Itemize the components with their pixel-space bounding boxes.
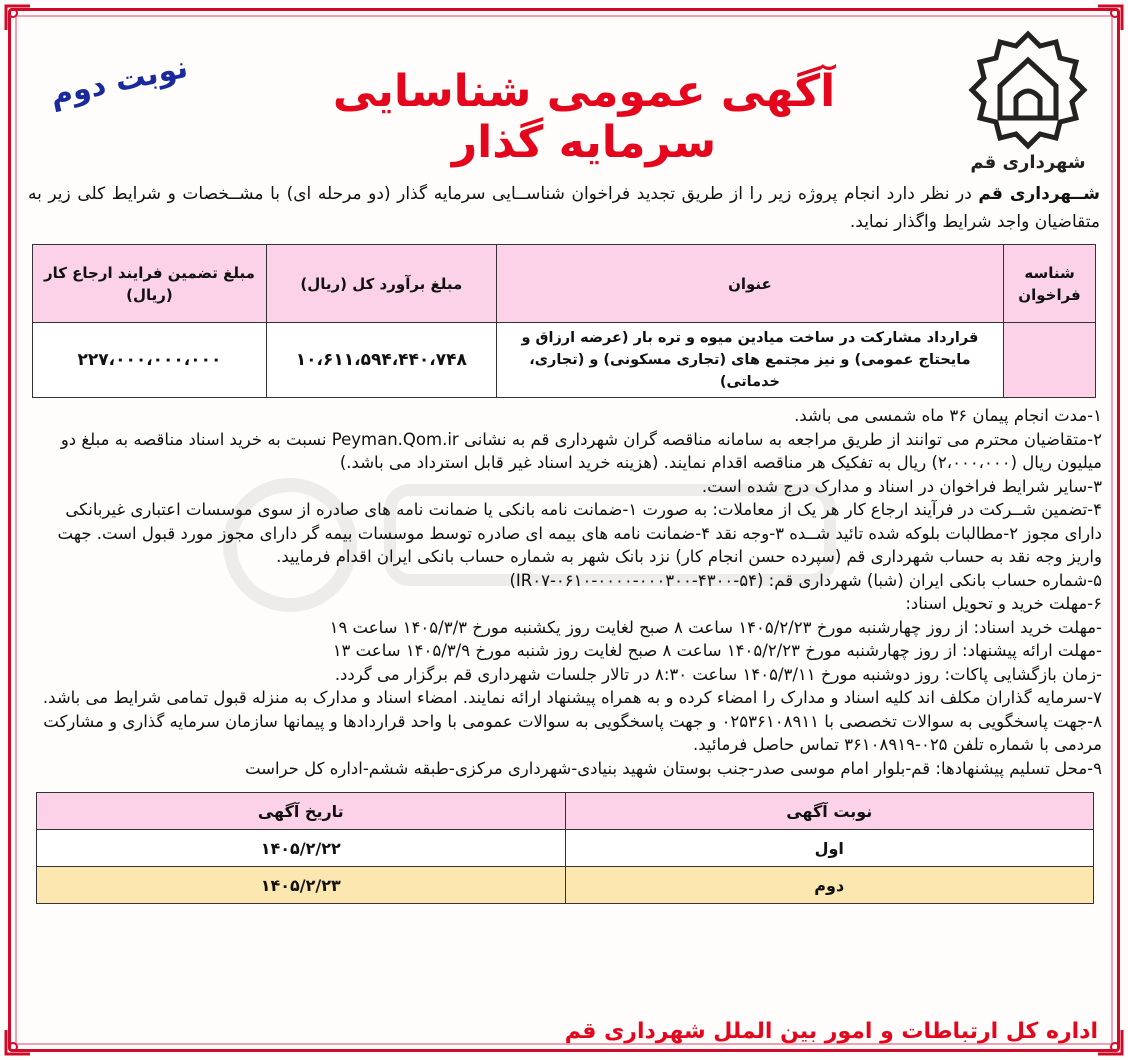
table-row [37, 867, 1094, 904]
cell-id [1004, 323, 1096, 398]
cell-round: اول [565, 830, 1094, 867]
list-item: ۷-سرمایه گذاران مکلف اند کلیه اسناد و مدارک را امضاء کرده و به همراه پیشنهاد ارائه نمایند. امضاء اسناد و مدارک به منزله قبول تمامی شرایط می باشد. [42, 688, 1102, 707]
list-item: ۶-مهلت خرید و تحویل اسناد: [905, 594, 1102, 613]
intro-text: در نظر دارد انجام پروژه زیر را از طریق تجدید فراخوان شناســایی سرمایه گذار (دو مرحله ای) با مشــخصات و شرایط کلی زیر به متقاضیان واجد شرایط واگذار نماید. [28, 184, 1100, 232]
list-item: -زمان بازگشایی پاکات: روز دوشنبه مورخ ۱۴۰۵/۳/۱۱ ساعت ۸:۳۰ در تالار جلسات شهرداری قم برگزار می گردد. [334, 664, 1102, 684]
notice-content [24, 22, 1104, 1042]
table-row [33, 323, 1096, 398]
header-round: نوبت آگهی [565, 793, 1094, 830]
schedule-header-row [37, 793, 1094, 830]
header-subject: عنوان [496, 245, 1003, 323]
footer-signature: اداره کل ارتباطات و امور بین الملل شهرداری قم [564, 1019, 1098, 1044]
header-date: تاریخ آگهی [37, 793, 566, 830]
conditions-list [24, 404, 1104, 780]
cell-round: دوم [565, 867, 1094, 904]
page-title: آگهی عمومی شناسایی سرمایه گذار [332, 66, 836, 168]
tender-table [32, 244, 1096, 398]
logo-caption: شهرداری قم [970, 152, 1086, 173]
header-estimate: مبلغ برآورد کل (ریال) [266, 245, 496, 323]
cell-estimate: ۱۰،۶۱۱،۵۹۴،۴۴۰،۷۴۸ [266, 323, 496, 398]
list-item: ۵-شماره حساب بانکی ایران (شبا) شهرداری قم: (IR۰۷-۰۶۱۰-۰۰۰۰-۰۰۰۳۰۰-۴۳۰۰-۵۴) [509, 570, 1102, 590]
list-item: ۸-جهت پاسخگویی به سوالات تخصصی با ۰۲۵۳۶۱۰۸۹۱۱ و جهت پاسخگویی به سوالات عمومی با واحد قراردادها و پیمانها سازمان سرمایه گذاری و مشارکت مردمی با شماره تلفن ۰۲۵-۳۶۱۰۸۹۱۹ تماس حاصل فرمائید. [43, 711, 1102, 754]
cell-date: ۱۴۰۵/۲/۲۲ [37, 830, 566, 867]
header-guarantee: مبلغ تضمین فرایند ارجاع کار (ریال) [33, 245, 267, 323]
tender-header-row [33, 245, 1096, 323]
list-item: ۳-سایر شرایط فراخوان در اسناد و مدارک درج شده است. [701, 476, 1102, 496]
list-item: ۲-متقاضیان محترم می توانند از طریق مراجعه به سامانه مناقصه گران شهرداری قم به نشانی Peyman.Qom.ir نسبت به خرید اسناد مناقصه به مبلغ دو میلیون ریال (۲،۰۰۰،۰۰۰) ریال به تفکیک هر مناقصه اقدام نمایند. (هزینه خرید اسناد غیر قابل استرداد می باشد.) [60, 429, 1102, 472]
list-item: ۹-محل تسلیم پیشنهادها: قم-بلوار امام موسی صدر-جنب بوستان شهید بنیادی-شهرداری مرکزی-طبقه ششم-اداره کل حراست [244, 758, 1102, 778]
cell-guarantee: ۲۲۷،۰۰۰،۰۰۰،۰۰۰ [33, 323, 267, 398]
intro-paragraph [28, 180, 1100, 236]
table-row [37, 830, 1094, 867]
list-item: ۴-تضمین شــرکت در فرآیند ارجاع کار هر یک از معاملات: به صورت ۱-ضمانت نامه بانکی یا ضمانت نامه های صادره از سوی موسسات اعتباری غیربانکی دارای مجوز ۲-مطالبات بلوکه شده تائید شــده ۳-وجه نقد ۴-ضمانت نامه های بیمه ای صادره توسط موسسات بیمه گر دارای مجوز مورد قبول است. جهت واریز وجه نقد به حساب شهرداری قم (سپرده حسن انجام کار) نزد بانک شهر به شماره حساب بانکی ایران اقدام فرمایید. [57, 500, 1102, 566]
notice-header [24, 22, 1104, 180]
cell-subject: قرارداد مشارکت در ساخت میادین میوه و تره بار (عرضه ارزاق و مایحتاج عمومی) و نیز مجتمع های (تجاری مسکونی) و (تجاری، خدماتی) [496, 323, 1003, 398]
qom-municipality-logo-icon [958, 26, 1098, 176]
list-item: -مهلت خرید اسناد: از روز چهارشنبه مورخ ۱۴۰۵/۲/۲۳ ساعت ۸ صبح لغایت روز یکشنبه مورخ ۱۴۰۵/۳/۳ ساعت ۱۹ [329, 617, 1102, 637]
cell-date: ۱۴۰۵/۲/۲۳ [37, 867, 566, 904]
header-id: شناسه فراخوان [1004, 245, 1096, 323]
intro-lead: شــهرداری قم [978, 184, 1100, 204]
schedule-table [36, 792, 1094, 904]
list-item: ۱-مدت انجام پیمان ۳۶ ماه شمسی می باشد. [794, 406, 1102, 425]
round-stamp: نوبت دوم [46, 49, 191, 114]
list-item: -مهلت ارائه پیشنهاد: از روز چهارشنبه مورخ ۱۴۰۵/۲/۲۳ ساعت ۸ صبح لغایت روز شنبه مورخ ۱۴۰۵/۳/۹ ساعت ۱۳ [332, 641, 1102, 660]
